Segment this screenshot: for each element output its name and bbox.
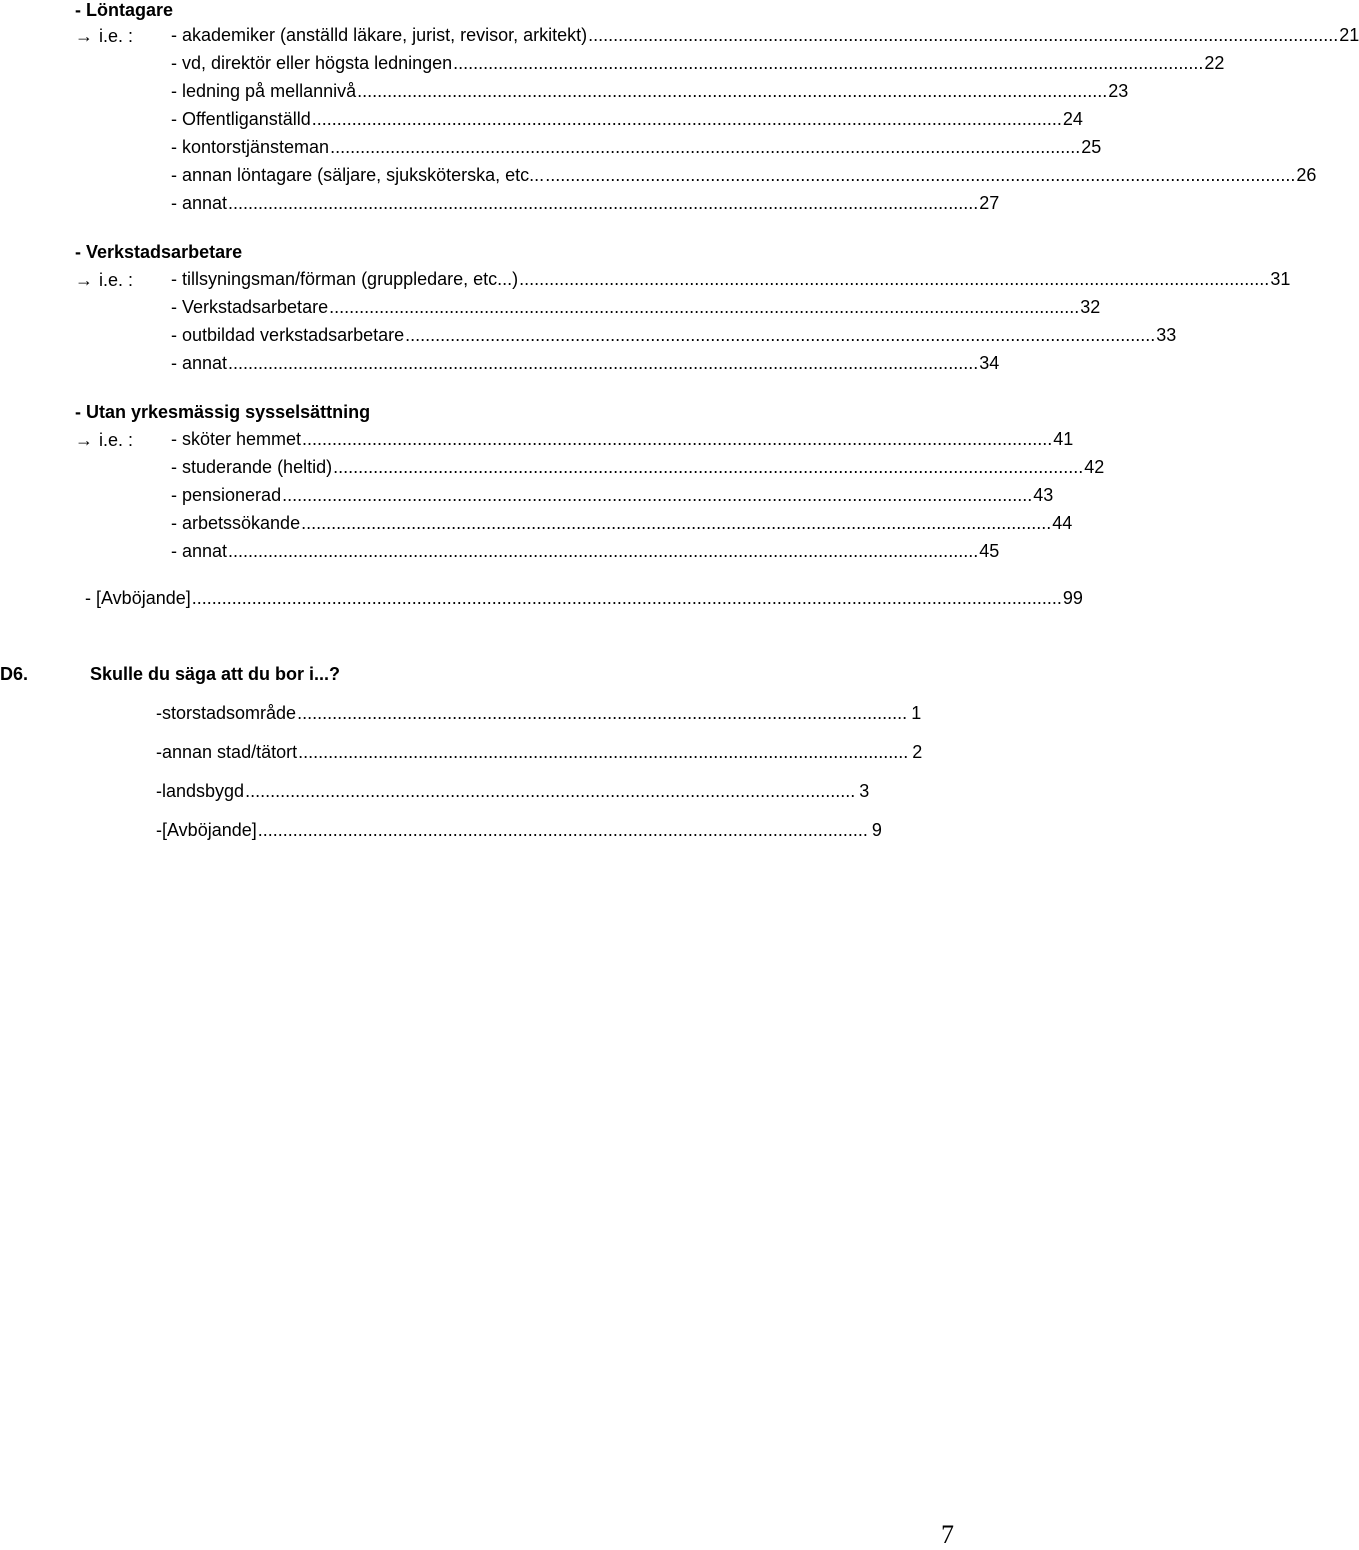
- list-item: - kontorstjänsteman ...................................................................................................................................................... 25: [171, 137, 1102, 157]
- question-number: D6.: [0, 664, 29, 684]
- question-text: Skulle du säga att du bor i...?: [90, 664, 341, 684]
- right-arrow-icon: →: [75, 26, 93, 46]
- list-item: - sköter hemmet ...................................................................................................................................................... 41: [171, 429, 1074, 449]
- list-item: - akademiker (anställd läkare, jurist, revisor, arkitekt) ...................................................................................................................................................... 21: [171, 25, 1359, 45]
- answer-option: - storstadsområde .......................................................................................................................... 1: [156, 703, 922, 723]
- list-item: - arbetssökande ...................................................................................................................................................... 44: [171, 513, 1073, 533]
- arrow-label: [75, 270, 133, 290]
- list-item: - vd, direktör eller högsta ledningen ...................................................................................................................................................... 22: [171, 53, 1225, 73]
- list-item: - ledning på mellannivå ...................................................................................................................................................... 23: [171, 81, 1129, 101]
- right-arrow-icon: →: [75, 430, 93, 450]
- answer-option: - [Avböjande] .......................................................................................................................... 9: [156, 820, 882, 840]
- group-heading-verkstadsarbetare: - Verkstadsarbetare: [75, 242, 243, 262]
- group-heading-utan-yrkesmassig: - Utan yrkesmässig sysselsättning: [75, 402, 371, 422]
- list-item: - annat ...................................................................................................................................................... 45: [171, 541, 1000, 561]
- list-item: - Offentliganställd ...................................................................................................................................................... 24: [171, 109, 1083, 129]
- arrow-text: i.e. :: [99, 26, 134, 46]
- right-arrow-icon: →: [75, 270, 93, 290]
- arrow-text: i.e. :: [99, 270, 134, 290]
- answer-option: - annan stad/tätort .......................................................................................................................... 2: [156, 742, 923, 762]
- refusal-item: - [Avböjande] .............................................................................................................................................................................. 99: [85, 588, 1083, 608]
- page-number: 7: [941, 1520, 954, 1549]
- group-heading-lontagare: - Löntagare: [75, 0, 174, 20]
- list-item: - outbildad verkstadsarbetare ...................................................................................................................................................... 33: [171, 325, 1177, 345]
- arrow-label: [75, 430, 133, 450]
- list-item: - pensionerad ...................................................................................................................................................... 43: [171, 485, 1054, 505]
- list-item: - tillsyningsman/förman (gruppledare, etc...) ...................................................................................................................................................... 31: [171, 269, 1291, 289]
- list-item: - Verkstadsarbetare ...................................................................................................................................................... 32: [171, 297, 1101, 317]
- list-item: - annat ...................................................................................................................................................... 27: [171, 193, 1000, 213]
- arrow-text: i.e. :: [99, 430, 134, 450]
- answer-option: - landsbygd .......................................................................................................................... 3: [156, 781, 870, 801]
- list-item: - annat ...................................................................................................................................................... 34: [171, 353, 1000, 373]
- list-item: - annan löntagare (säljare, sjuksköterska, etc... ...................................................................................................................................................... 26: [171, 165, 1317, 185]
- arrow-label: [75, 26, 133, 46]
- list-item: - studerande (heltid) ...................................................................................................................................................... 42: [171, 457, 1105, 477]
